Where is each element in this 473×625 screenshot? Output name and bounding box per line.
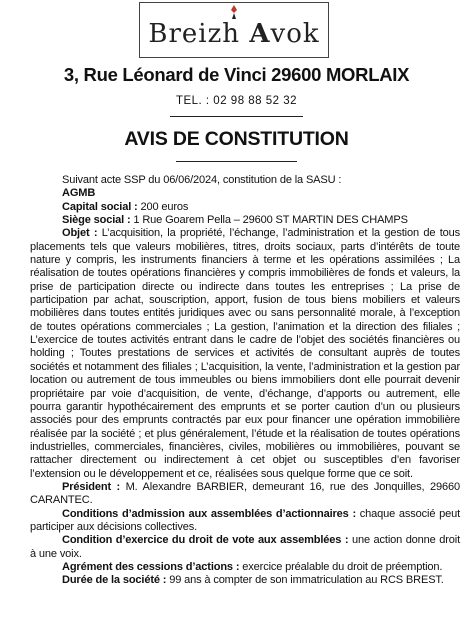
logo-wordmark: Breizh Avok	[148, 19, 320, 49]
publisher-address: 3, Rue Léonard de Vinci 29600 MORLAIX	[63, 64, 410, 85]
publisher-logo	[139, 2, 329, 58]
admission-line: Conditions d’admission aux assemblées d’actionnaires : chaque associé peut participer aux décisions collectives.	[30, 507, 460, 533]
president-line: Président : M. Alexandre BARBIER, demeurant 16, rue des Jonquilles, 29660 CARANTEC.	[30, 480, 460, 507]
siege-line: Siège social : 1 Rue Goarem Pella – 29600 ST MARTIN DES CHAMPS	[62, 214, 408, 227]
notice-intro: Suivant acte SSP du 06/06/2024, constitution de la SASU :	[62, 174, 342, 186]
duree-line: Durée de la société : 99 ans à compter de son immatriculation au RCS BREST.	[62, 574, 444, 587]
company-name: AGMB	[62, 187, 96, 200]
notice-body	[30, 174, 460, 588]
objet-paragraph: Objet : L’acquisition, la propriété, l’échange, l’administration et la gestion de tous placements tels que valeurs mobilières, titres, droits sociaux, parts d’intérêts de toute nature y compris, les instruments financiers à terme et les opérations assimilées ; La réalisation de toutes opérations financières y compris immobilières de fonds et valeurs, la prise de participation directe ou indirecte dans toutes les entreprises ; La prise de participation par achat, souscription, apport, fusion de tous biens mobiliers et valeurs mobilières dans toutes entités juridiques avec ou sans personnalité morale, à l’exception de toutes opérations commerciales ; La gestion, l’animation et la direction des filiales ; L’exercice de toutes activités entrant dans le cadre de l’objet des sociétés financières ou holding ; Toutes prestations de services et activités de consultant auprès de toutes sociétés et notamment des filiales ; L’acquisition, la vente, l’administration et la gestion par location ou autrement de tous immeubles ou biens immobiliers dont elle pourrait devenir propriétaire par voie d’acquisition, de vente, d’échange, d’apports ou autrement, elle pourra garantir hypothécairement des emprunts et se porter caution d’un ou plusieurs associés pour des emprunts contractés par eux pour financer une opération immobilière réalisée par la société ; et plus généralement, l’étude et la réalisation de toutes opérations industrielles, commerciales, financières, civiles, mobilières ou immobilières, pouvant se rattacher directement ou indirectement à cet objet ou susceptibles d’en favoriser l’extension ou le développement et ce, réalisées sous quelque forme que ce soit.	[30, 227, 460, 480]
ermine-icon	[223, 4, 245, 20]
divider-top	[170, 116, 303, 117]
publisher-phone: TEL. : 02 98 88 52 32	[175, 95, 298, 107]
divider-bottom	[176, 161, 297, 162]
capital-line: Capital social : 200 euros	[62, 200, 189, 213]
vote-line: Condition d’exercice du droit de vote aux assemblées : une action donne droit à une voix.	[30, 534, 460, 560]
notice-title: AVIS DE CONSTITUTION	[124, 128, 349, 150]
agrement-line: Agrément des cessions d’actions : exercice préalable du droit de préemption.	[62, 560, 443, 573]
logo-letter: A	[249, 19, 271, 49]
